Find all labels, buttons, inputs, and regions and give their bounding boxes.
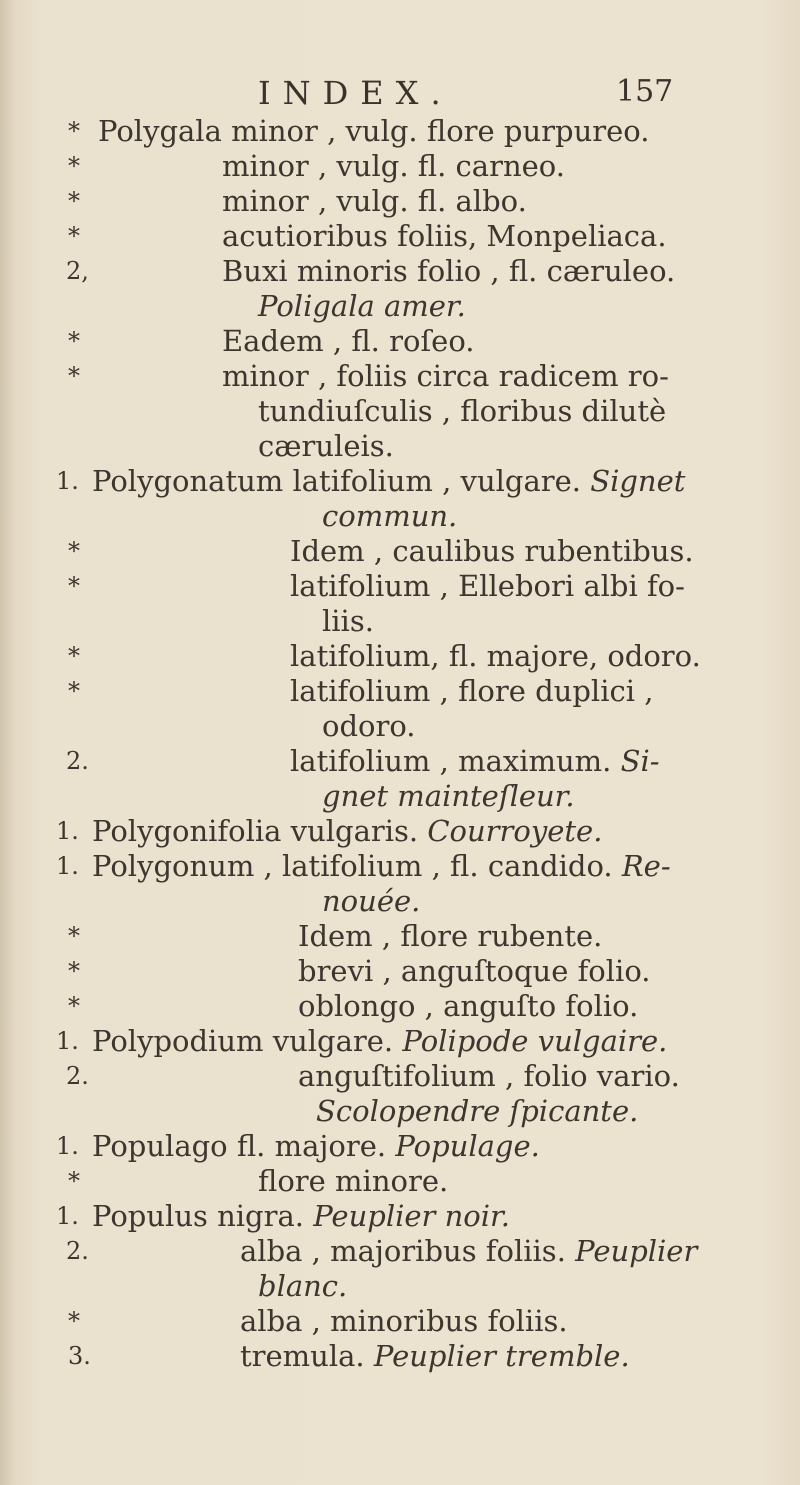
entry-line: acutioribus foliis, Monpeliaca. (222, 219, 667, 253)
french-name: Populage. (395, 1129, 540, 1163)
entry-line (322, 500, 457, 532)
entry-mark: 3. (68, 1342, 91, 1370)
entry-mark: * (68, 117, 80, 145)
french-name: commun. (322, 499, 458, 533)
entry-mark: * (68, 642, 80, 670)
latin-name: Polygonifolia vulgaris. (92, 814, 419, 848)
entry-line (240, 1235, 697, 1267)
entry-line (92, 1200, 510, 1232)
entry-mark: * (68, 992, 80, 1020)
entry-mark: 1. (56, 852, 79, 880)
entry-mark: * (68, 152, 80, 180)
entry-line: latifolium , Ellebori albi fo- (290, 569, 685, 603)
entry-mark: 2. (66, 747, 89, 775)
entry-line: latifolium, fl. majore, odoro. (290, 639, 701, 673)
entry-line (92, 465, 685, 497)
entry-line: tundiuſculis , floribus dilutè (258, 394, 667, 428)
entry-mark: 2. (66, 1237, 89, 1265)
latin-name: latifolium , maximum. (290, 744, 612, 778)
french-name: Peuplier (575, 1234, 698, 1268)
entry-mark: * (68, 222, 80, 250)
entry-mark: 1. (56, 1027, 79, 1055)
french-name: blanc. (258, 1269, 348, 1303)
french-name: Courroyete. (427, 814, 603, 848)
latin-name: Polypodium vulgare. (92, 1024, 394, 1058)
entry-line (258, 290, 466, 322)
entry-mark: * (68, 327, 80, 355)
page-number: 157 (616, 74, 674, 109)
latin-name: Polygonatum latifolium , vulgare. (92, 464, 581, 498)
latin-name: Populago fl. majore. (92, 1129, 387, 1163)
french-name: Polipode vulgaire. (402, 1024, 668, 1058)
latin-name: tremula. (240, 1339, 365, 1373)
french-name: Scolopendre ſpicante. (316, 1094, 639, 1128)
french-name: nouée. (322, 884, 421, 918)
entry-line: Polygala minor , vulg. flore purpureo. (98, 114, 650, 148)
french-name: Peuplier noir. (313, 1199, 510, 1233)
french-name: Signet (590, 464, 686, 498)
entry-line: oblongo , anguſto folio. (298, 989, 639, 1023)
entry-mark: 2, (66, 257, 89, 285)
entry-line (258, 1270, 347, 1302)
latin-name: alba , majoribus foliis. (240, 1234, 566, 1268)
latin-name: Polygonum , latifolium , fl. candido. (92, 849, 613, 883)
entry-mark: 2. (66, 1062, 89, 1090)
entry-line: Idem , caulibus rubentibus. (290, 534, 694, 568)
entry-mark: * (68, 572, 80, 600)
entry-mark: 1. (56, 1132, 79, 1160)
entry-line (322, 885, 420, 917)
entry-line: Idem , flore rubente. (298, 919, 603, 953)
french-name: Si- (620, 744, 660, 778)
entry-mark: * (68, 957, 80, 985)
entry-line: flore minore. (258, 1164, 449, 1198)
entry-mark: * (68, 1307, 80, 1335)
entry-mark: * (68, 537, 80, 565)
entry-line: minor , foliis circa radicem ro- (222, 359, 669, 393)
entry-line: minor , vulg. fl. albo. (222, 184, 527, 218)
entry-line: odoro. (322, 709, 416, 743)
running-header-title: INDEX. (258, 74, 453, 112)
entry-line: cæruleis. (258, 429, 394, 463)
latin-name: Populus nigra. (92, 1199, 304, 1233)
entry-line (92, 815, 602, 847)
entry-line (290, 745, 660, 777)
french-name: Re- (621, 849, 671, 883)
entry-mark: 1. (56, 817, 79, 845)
entry-mark: 1. (56, 1202, 79, 1230)
entry-line: Buxi minoris folio , fl. cæruleo. (222, 254, 676, 288)
entry-mark: * (68, 362, 80, 390)
entry-line (92, 1025, 667, 1057)
entry-mark: * (68, 677, 80, 705)
entry-line: liis. (322, 604, 374, 638)
entry-line (92, 1130, 540, 1162)
entry-line (240, 1340, 630, 1372)
entry-line (92, 850, 671, 882)
french-name: Peuplier tremble. (373, 1339, 630, 1373)
entry-line: minor , vulg. fl. carneo. (222, 149, 565, 183)
entry-line: brevi , anguſtoque folio. (298, 954, 651, 988)
entry-line (316, 1095, 638, 1127)
french-name: Poligala amer. (258, 289, 466, 323)
entry-line (322, 780, 575, 812)
entry-mark: * (68, 922, 80, 950)
entry-mark: * (68, 1167, 80, 1195)
french-name: gnet mainteſleur. (322, 779, 575, 813)
entry-mark: 1. (56, 467, 79, 495)
entry-mark: * (68, 187, 80, 215)
entry-line: alba , minoribus foliis. (240, 1304, 568, 1338)
entry-line: latifolium , flore duplici , (290, 674, 654, 708)
entry-line: anguſtifolium , folio vario. (298, 1059, 680, 1093)
entry-line: Eadem , fl. roſeo. (222, 324, 475, 358)
